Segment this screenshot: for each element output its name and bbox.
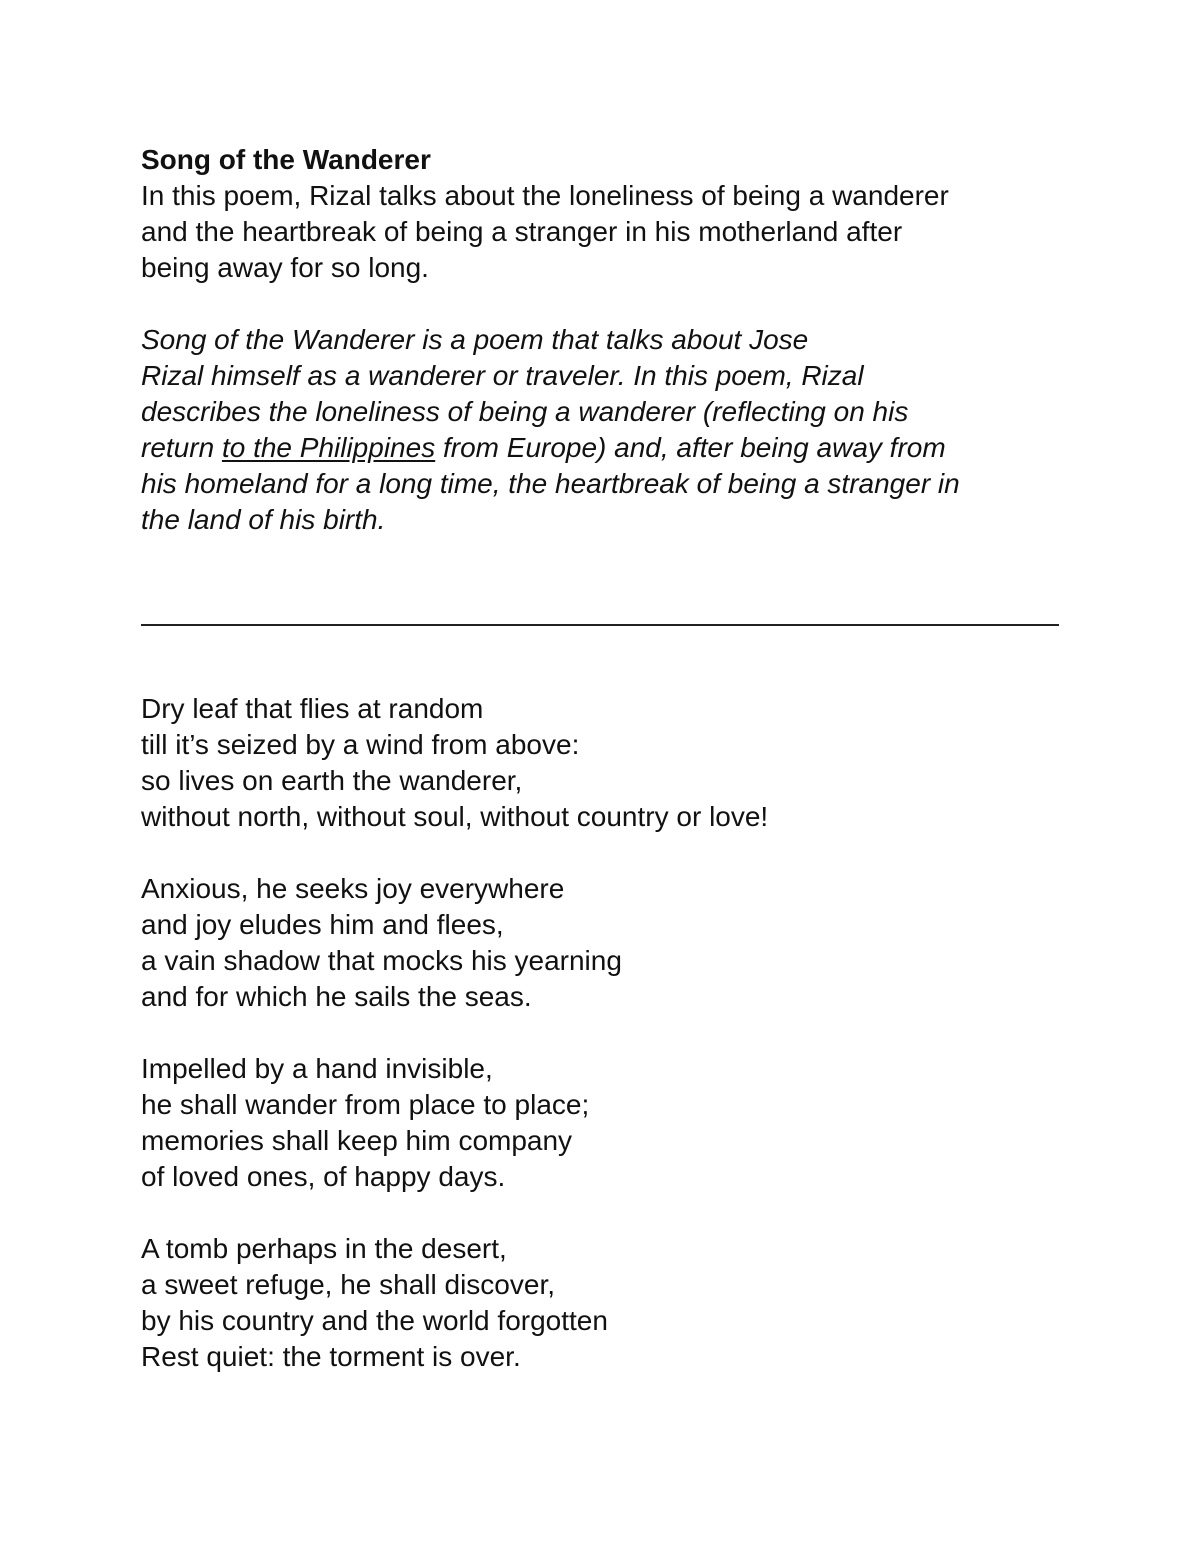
description-line	[141, 430, 946, 466]
document-title: Song of the Wanderer	[141, 144, 431, 175]
poem-line: Rest quiet: the torment is over.	[141, 1341, 521, 1372]
document-page	[141, 0, 1071, 1553]
poem-line: without north, without soul, without country or love!	[141, 801, 769, 832]
poem-line: Impelled by a hand invisible,	[141, 1053, 493, 1084]
poem-line: till it’s seized by a wind from above:	[141, 729, 580, 760]
poem-line: by his country and the world forgotten	[141, 1305, 608, 1336]
poem-line: Anxious, he seeks joy everywhere	[141, 873, 565, 904]
summary-line: In this poem, Rizal talks about the loneliness of being a wanderer	[141, 180, 949, 211]
poem-line: Dry leaf that flies at random	[141, 693, 484, 724]
poem-line: and joy eludes him and flees,	[141, 909, 504, 940]
poem-line: a sweet refuge, he shall discover,	[141, 1269, 556, 1300]
summary-line: being away for so long.	[141, 252, 429, 283]
description-line: his homeland for a long time, the heartbreak of being a stranger in	[141, 468, 960, 499]
poem-line: and for which he sails the seas.	[141, 981, 532, 1012]
poem-line: of loved ones, of happy days.	[141, 1161, 506, 1192]
description-text: from Europe) and, after being away from	[435, 432, 946, 463]
summary-line: and the heartbreak of being a stranger in his motherland after	[141, 216, 903, 247]
description-line: describes the loneliness of being a wanderer (reflecting on his	[141, 396, 909, 427]
poem-line: a vain shadow that mocks his yearning	[141, 945, 622, 976]
philippines-link[interactable]: to the Philippines	[221, 432, 436, 463]
description-line: the land of his birth.	[141, 504, 386, 535]
poem-line: he shall wander from place to place;	[141, 1089, 590, 1120]
description-text: return	[141, 432, 222, 463]
description-line: Rizal himself as a wanderer or traveler. In this poem, Rizal	[141, 360, 864, 391]
poem-line: memories shall keep him company	[141, 1125, 573, 1156]
poem-line: A tomb perhaps in the desert,	[141, 1233, 507, 1264]
poem-line: so lives on earth the wanderer,	[141, 765, 523, 796]
description-line: Song of the Wanderer is a poem that talks about Jose	[141, 324, 809, 355]
horizontal-divider	[141, 624, 1059, 626]
